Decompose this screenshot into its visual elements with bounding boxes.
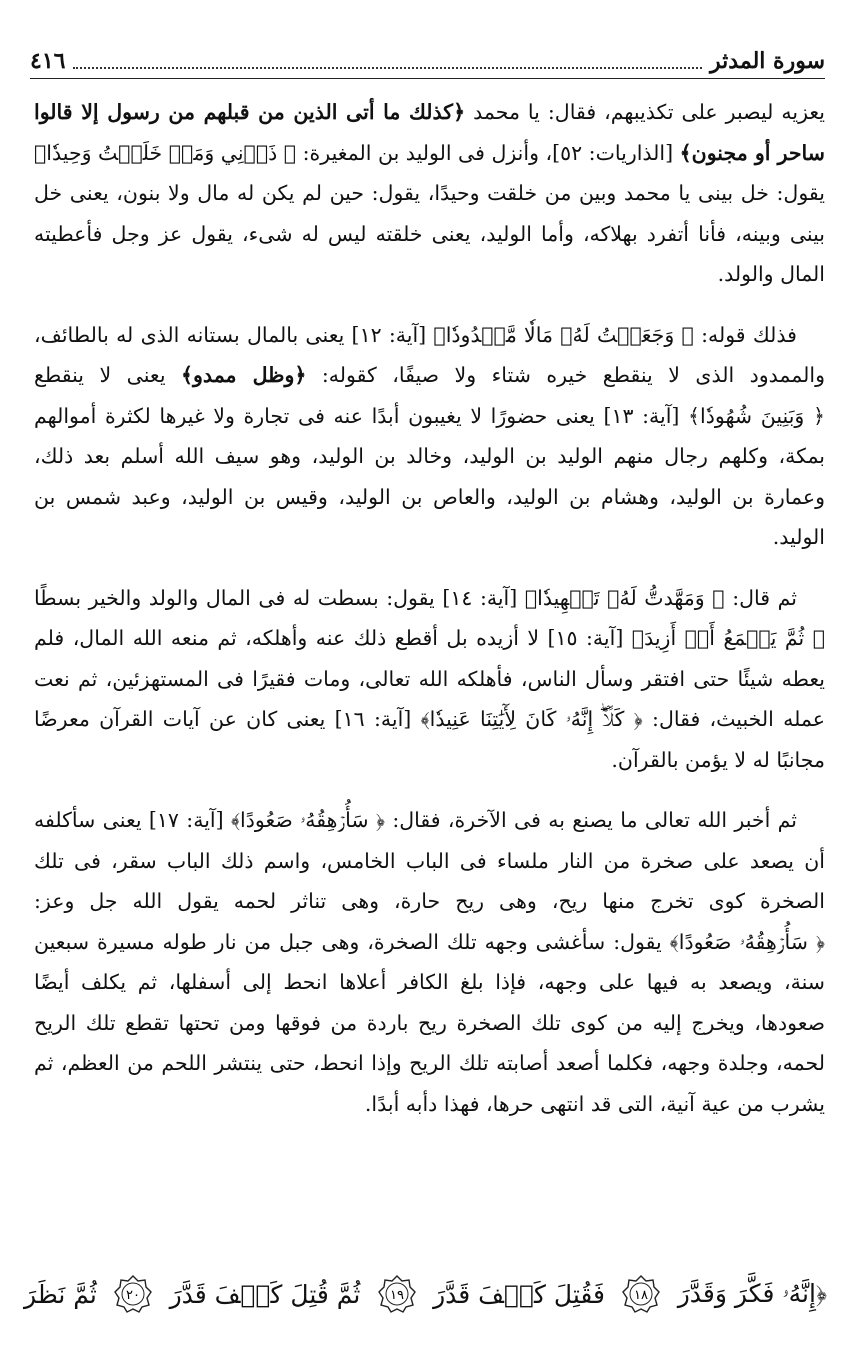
paragraph-1 xyxy=(34,92,825,295)
p3-text-3: [آية: ١٥] لا أزيده بل أقطع ذلك عنه وأهلكه، ثم منعه الله المال، فلم يعطه شيئًا حتى افتقر وسأل الناس، فأهلكه الله تعالى، ومات فقيرًا فى المستهزئين، ثم نعت عمله الخبيث، فقال: xyxy=(34,626,825,731)
verse-number-19: ١٩ xyxy=(389,1288,404,1303)
p3-text-4: [آية: ١٦] يعنى كان عن آيات القرآن معرضًا مجانبًا له لا يؤمن بالقرآن. xyxy=(34,707,825,772)
p1-quran-1: ﴿ ذَرۡنِي وَمَنۡ خَلَقۡتُ وَحِيدٗا﴾ xyxy=(34,140,297,165)
paragraph-2 xyxy=(34,315,825,558)
page-number: ٤١٦ xyxy=(30,48,66,74)
verse-20-text: ثُمَّ قُتِلَ كَيۡفَ قَدَّرَ xyxy=(169,1279,361,1309)
p2-text-1: فذلك قوله: xyxy=(693,322,797,347)
p4-quran-2: ﴿ سَأُرۡهِقُهُۥ صَعُودًا﴾ xyxy=(669,929,825,954)
p2-text-4: [آية: ١٣] يعنى حضورًا لا يغيبون أبدًا عنه فى تجارة ولا غيرها لكثرة أموالهم بمكة، وكلهم رجال منهم الوليد بن الوليد، وخالد بن الوليد، وهو سيف الله أسلم بعد ذلك، وعمارة بن الوليد، وهشام بن الوليد، والعاص بن الوليد، وقيس بن الوليد، وعبد شمس بن الوليد. xyxy=(34,403,825,549)
verse-18-text: ﴿إِنَّهُۥ فَكَّرَ وَقَدَّرَ xyxy=(677,1279,827,1308)
p1-text-1: يعزيه ليصبر على تكذيبهم، فقال: يا محمد xyxy=(465,100,825,124)
verse-number-18: ١٨ xyxy=(634,1288,649,1303)
p2-text-3: يعنى لا ينقطع xyxy=(34,363,182,387)
p3-text-2: [آية: ١٤] يقول: بسطت له فى المال والولد والخير بسطًا xyxy=(34,585,525,610)
quran-verse-line xyxy=(24,1264,827,1324)
p3-quran-2: ﴿ ثُمَّ يَطۡمَعُ أَنۡ أَزِيدَ﴾ xyxy=(631,626,825,650)
verse-end-mark-18 xyxy=(622,1275,660,1313)
verse-end-mark-19 xyxy=(378,1275,416,1313)
p1-text-2: [الذاريات: ٥٢]، وأنزل فى الوليد بن المغيرة: xyxy=(296,140,680,165)
p4-text-3: يقول: سأغشى وجهه تلك الصخرة، وهى جبل من نار طوله مسيرة سبعين سنة، ويصعد به فيها على وجهه، فإذا بلغ الكافر أعلاها انحط إلى أسفلها، ثم يكلف أيضًا صعودها، ويخرج إليه من كوى تلك الصخرة ريح باردة من فوقها ومن تحتها تقطع تلك الريح لحمه، وجلدة وجهه، فكلما أصعد أصابته تلك الريح وإذا انحط، حتى ينتشر اللحم من العظم، ثم يشرب من عية آنية، التى قد انتهى حرها، فهذا دأبه أبدًا. xyxy=(34,929,825,1116)
p4-quran-1: ﴿ سَأُرۡهِقُهُۥ صَعُودًا﴾ xyxy=(230,808,385,832)
p1-quote-1: ﴿كذلك ما أتى الذين من قبلهم من رسول إلا قالوا ساحر أو مجنون﴾ xyxy=(34,100,825,165)
p4-text-2: [آية: ١٧] يعنى سأكلفه أن يصعد على صخرة من النار ملساء فى الباب الخامس، واسم ذلك الباب سقر، فى تلك الصخرة كوى تخرج منها ريح، وهى ريح حارة، وهى تناثر لحمه يقول الله جل وعز: xyxy=(34,808,825,913)
verse-number-20: ٢٠ xyxy=(126,1288,141,1303)
header-leader-dots xyxy=(73,53,702,69)
p2-quote-1: ﴿وظل ممدو﴾ xyxy=(181,363,307,387)
p2-quran-1: ﴿ وَجَعَلۡتُ لَهُۥ مَالٗا مَّمۡدُودٗا﴾ xyxy=(433,322,694,347)
p3-text-1: ثم قال: xyxy=(724,585,797,610)
p2-quran-2: ﴿ وَبَنِينَ شُهُودٗا﴾ xyxy=(688,403,825,428)
p2-text-2: [آية: ١٢] يعنى بالمال بستانه الذى له بالطائف، والممدود الذى لا ينقطع خيره شتاء ولا صيفًا، كقوله: xyxy=(34,322,825,387)
running-header xyxy=(30,44,825,79)
paragraph-3 xyxy=(34,578,825,781)
page-body xyxy=(34,92,825,1124)
verse-21-text: ثُمَّ نَظَرَ xyxy=(24,1279,97,1309)
verse-end-mark-20 xyxy=(114,1275,152,1313)
verse-19-text: فَقُتِلَ كَيۡفَ قَدَّرَ xyxy=(433,1279,605,1309)
p4-text-1: ثم أخبر الله تعالى ما يصنع به فى الآخرة، فقال: xyxy=(385,808,797,832)
paragraph-4 xyxy=(34,800,825,1124)
p1-text-3: يقول: خل بينى يا محمد وبين من خلقت وحيدًا، يقول: حين لم يكن له مال ولا بنون، يعنى خل بينى وبينه، فأنا أتفرد بهلاكه، وأما الوليد، يعنى خلقته ليس له شىء، يقول عز وجل فأعطيته المال والولد. xyxy=(34,181,825,286)
surah-title: سورة المدثر xyxy=(710,48,825,74)
p3-quran-1: ﴿ وَمَهَّدتُّ لَهُۥ تَمۡهِيدٗا﴾ xyxy=(524,585,725,610)
p3-quran-3: ﴿ كَلَّآۖ إِنَّهُۥ كَانَ لِأٓيَٰتِنَا عَنِيدٗا﴾ xyxy=(420,707,643,731)
